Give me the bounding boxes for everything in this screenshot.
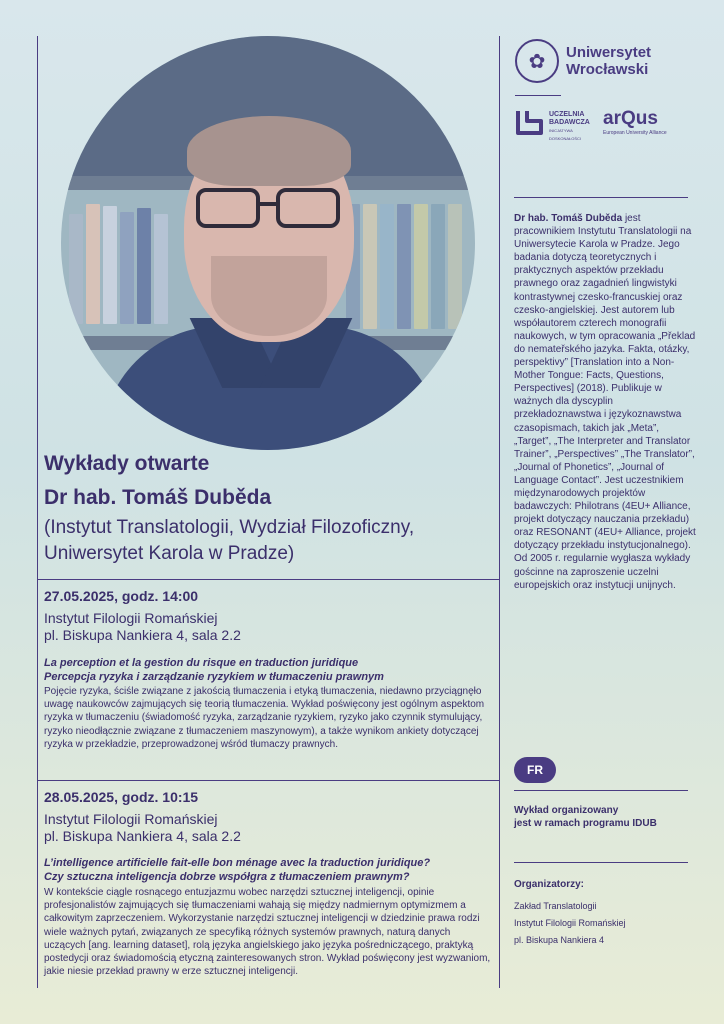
speaker-affiliation: (Instytut Translatologii, Wydział Filozoficzny, Uniwersytet Karola w Pradze) bbox=[44, 517, 415, 564]
lecture-1-venue-line1: Instytut Filologii Romańskiej bbox=[44, 610, 218, 626]
lecture-1-description: Pojęcie ryzyka, ściśle związane z jakością tłumaczenia i etyką tłumaczenia, niedawno przyciągnęło uwagę naukowców zajmujących się teorią tłumaczenia. Wykład poświęcony jest ogólnym aspektom ryzyka w tłumaczeniu (świadomość ryzyka, zarządzanie ryzykiem, ryzyko jako czynnik stymulujący, ryzyko nieodłącznie związane z tłumaczeniem maszynowym), a także wynikom ankiety dotyczącej ryzyka w przekładzie, przeprowadzonej wśród tłumaczy prawnych. bbox=[44, 686, 485, 750]
speaker-beard bbox=[211, 256, 327, 336]
idub-line3: INICJATYWA DOSKONAŁOŚCI bbox=[549, 128, 582, 141]
event-series-title: Wykłady otwarte bbox=[44, 452, 210, 475]
idub-logo-icon bbox=[515, 109, 545, 137]
speaker-portrait bbox=[61, 36, 475, 450]
program-note bbox=[514, 804, 684, 830]
lecture-2-date: 28.05.2025, godz. 10:15 bbox=[44, 789, 199, 805]
arqus-logo: arQus bbox=[603, 108, 658, 129]
program-divider-bottom bbox=[514, 862, 688, 863]
university-name-line1: Uniwersytet bbox=[566, 44, 652, 61]
lecture-1-title-fr: La perception et la gestion du risque en traduction juridique bbox=[44, 657, 359, 669]
arqus-subtitle: European University Alliance bbox=[603, 130, 667, 136]
logo-divider bbox=[515, 95, 561, 96]
divider-top bbox=[37, 579, 499, 580]
idub-line1: UCZELNIA bbox=[549, 111, 585, 118]
lecture-2-description: W kontekście ciągle rosnącego entuzjazmu wobec narzędzi sztucznej inteligencji, opinie profesjonalistów zajmujących się tłumaczeniami wahają się między nadmiernym optymizmem a całkowitym zaprzeczeniem. Wykorzystanie narzędzi sztucznej inteligencji w dziedzinie prawa rodzi wiele ważnych pytań, związanych ze specyfiką różnych systemów prawnych, naturą danych uczących [ang. learning dataset], rolą języka angielskiego jako języka pośredniczącego, praktyką postedycji oraz świadomością etyczną zainteresowanych stron. Wykład poświęcony jest wyzwaniom, jakie niesie przekład prawny w erze sztucznej inteligencji. bbox=[44, 887, 491, 978]
lecture-1-venue-line2: pl. Biskupa Nankiera 4, sala 2.2 bbox=[44, 627, 241, 643]
bio-text: jest pracownikiem Instytutu Translatologii na Uniwersytecie Karola w Pradze. Jego badania dotyczą teoretycznych i praktycznych aspektów przekładu prawnego oraz zagadnień lingwistyki kontrastywnej czesko-francuskiej oraz czesko-angielskiej. Jest autorem lub współautorem czterech monografii naukowych, w tym opracowania „Překlad do nemateřského jazyka. Fakta, otázky, perspektivy” [Translation into a Non-Mother Tongue: Facts, Questions, Perspectives] (2018). Publikuje w ważnych dla dyscyplin przekładoznawstwa i językoznawstwa czasopismach, takich jak „Meta”, „Target”, „The Interpreter and Translator Trainer”, „Perspectives” „The Translator”, „Journal of Phonetics”, „Journal of Language Contact”. Jest uczestnikiem międzynarodowych projektów badawczych: Philotrans (4EU+ Alliance, projekt dotyczący nauczania przekładu) oraz RESONANT (4EU+ Alliance, projekt dotyczący przekładu instytucjonalnego). Od 2005 r. regularnie wygłasza wykłady gościnne na zaproszenie uczelni europejskich oraz instytucji unijnych. bbox=[514, 213, 696, 591]
organizers-list bbox=[514, 898, 626, 949]
bio-name: Dr hab. Tomáš Duběda bbox=[514, 213, 623, 224]
university-eagle-emblem-icon: ✿ bbox=[515, 39, 559, 83]
lecture-2-title-pl: Czy sztuczna inteligencja dobrze współgra z tłumaczeniem prawnym? bbox=[44, 871, 410, 883]
lecture-2-title-fr: L’intelligence artificielle fait-elle bon ménage avec la traduction juridique? bbox=[44, 857, 431, 869]
bio-divider-top bbox=[514, 197, 688, 198]
left-border-line bbox=[37, 36, 38, 988]
lecture-1-venue bbox=[44, 610, 241, 644]
column-divider-line bbox=[499, 36, 500, 988]
lecture-1-title bbox=[44, 656, 494, 684]
lecture-2-title bbox=[44, 856, 494, 884]
divider-middle bbox=[37, 780, 499, 781]
university-name bbox=[566, 44, 651, 78]
program-divider-top bbox=[514, 790, 688, 791]
organizer-line2: Instytut Filologii Romańskiej bbox=[514, 918, 626, 928]
speaker-hair bbox=[187, 116, 351, 186]
idub-logo-text bbox=[549, 111, 603, 143]
lecture-1-date: 27.05.2025, godz. 14:00 bbox=[44, 588, 199, 604]
book-row-right bbox=[346, 204, 462, 329]
organizers-label: Organizatorzy: bbox=[514, 879, 585, 890]
language-badge: FR bbox=[514, 757, 556, 783]
organizer-line1: Zakład Translatologii bbox=[514, 901, 597, 911]
lecture-2-venue bbox=[44, 811, 241, 845]
lecture-2-venue-line2: pl. Biskupa Nankiera 4, sala 2.2 bbox=[44, 828, 241, 844]
lecture-1-title-pl: Percepcja ryzyka i zarządzanie ryzykiem w tłumaczeniu prawnym bbox=[44, 671, 384, 683]
book-row-left bbox=[69, 204, 168, 324]
lecture-2-venue-line1: Instytut Filologii Romańskiej bbox=[44, 811, 218, 827]
idub-line2: BADAWCZA bbox=[549, 119, 590, 126]
speaker-bio bbox=[514, 212, 696, 592]
organizer-line3: pl. Biskupa Nankiera 4 bbox=[514, 935, 605, 945]
speaker-glasses bbox=[196, 188, 346, 230]
program-line2: jest w ramach programu IDUB bbox=[514, 818, 657, 829]
speaker-name: Dr hab. Tomáš Duběda bbox=[44, 486, 272, 509]
university-name-line2: Wrocławski bbox=[566, 61, 649, 78]
program-line1: Wykład organizowany bbox=[514, 805, 619, 816]
